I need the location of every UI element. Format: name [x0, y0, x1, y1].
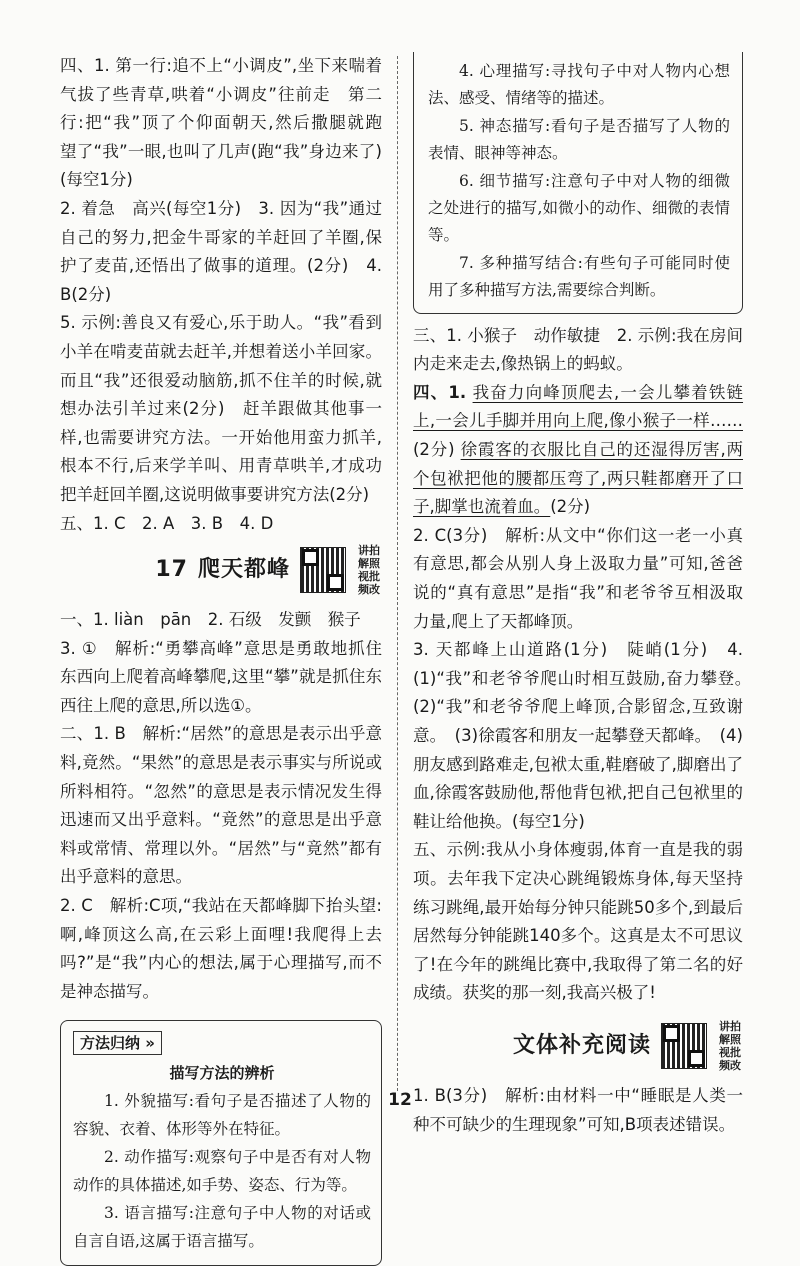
answer-para: 五、示例:我从小身体瘦弱,体育一直是我的弱项。去年我下定决心跳绳锻炼身体,每天坚持练习跳绳,最开始每分钟只能跳50多个,到最后居然每分钟能跳140多个。这真是太不可思议了!在今年的跳绳比赛中,我取得了第二名的好成绩。获奖的那一刻,我高兴极了! [413, 840, 743, 1003]
method-item: 6. 细节描写:注意句子中对人物的细微之处进行的描写,如微小的动作、细微的表情等。 [428, 171, 730, 245]
answer-para: 1. B(3分) 解析:由材料一中“睡眠是人类一种不可缺少的生理现象”可知,B项表述错误。 [413, 1085, 743, 1134]
answer-head: 四、1. [413, 382, 467, 402]
answer-para: 二、1. B 解析:“居然”的意思是表示出乎意料,竟然。“果然”的意思是表示事实与所说或所料相符。“忽然”的意思是表示情况发生得迅速而又出乎意料。“竟然”的意思是出乎意料或常情、常理以外。“居然”与“竟然”都有出乎意料的意思。 [60, 724, 382, 887]
method-item: 4. 心理描写:寻找句子中对人物内心想法、感受、情绪等的描述。 [428, 62, 730, 108]
answer-para: 3. 天都峰上山道路(1分) 陡峭(1分) 4. (1)“我”和老爷爷爬山时相互鼓励,奋力攀登。 (2)“我”和老爷爷爬上峰顶,合影留念,互致谢意。 (3)徐霞客和朋友一起攀登天都峰。 (4)朋友感到路难走,包袱太重,鞋磨破了,脚磨出了血,徐霞客鼓励他,帮他背包袱,把自己包袱里的鞋让给他换。(每空1分) [413, 640, 760, 831]
answer-para: 3. ① 解析:“勇攀高峰”意思是勇敢地抓住东西向上爬着高峰攀爬,这里“攀”就是抓住东西往上爬的意思,所以选①。 [60, 638, 382, 715]
underlined-sentence: 徐霞客的衣服比自己的还湿得厉害,两个包袱把他的腰都压弯了,两只鞋都磨开了口子,脚掌也流着血。 [413, 440, 744, 517]
underlined-sentence: 我奋力向峰顶爬去,一会儿攀着铁链上,一会儿手脚并用向上爬,像小猴子一样…… [413, 382, 744, 431]
answer-para: 5. 示例:善良又有爱心,乐于助人。“我”看到小羊在啃麦苗就去赶羊,并想着送小羊回家。而且“我”还很爱动脑筋,抓不住羊的时候,就想办法引羊过来(2分) 赶羊跟做其他事一样,也需要讲究方法。一开始他用蛮力抓羊,根本不行,后来学羊叫、用青草哄羊,才成功把羊赶回羊圈,这说明做事要讲究方法(2分) [60, 313, 382, 504]
page-number: 12 [388, 1090, 412, 1110]
lesson-number: 17 [155, 556, 188, 582]
column-divider [397, 56, 398, 1091]
method-continued-box [413, 52, 743, 314]
section-title: 文体补充阅读 [512, 1032, 651, 1058]
score: (2分) [413, 440, 455, 460]
answer-para: 一、1. liàn pān 2. 石级 发颤 猴子 [60, 610, 361, 630]
section-heading [413, 1020, 743, 1072]
answer-para: 三、1. 小猴子 动作敏捷 2. 示例:我在房间内走来走去,像热锅上的蚂蚁。 [413, 325, 743, 374]
method-item: 1. 外貌描写:看句子是否描述了人物的容貌、衣着、体形等外在特征。 [73, 1092, 371, 1139]
answer-para: 四、1. 第一行:追不上“小调皮”,坐下来喘着气拔了些青草,哄着“小调皮”往前走 第二行:把“我”顶了个仰面朝天,然后撒腿就跑 望了“我”一眼,也叫了几声(跑“我”身边来了)(每空1分) [60, 56, 399, 190]
method-summary-box [60, 1020, 382, 1266]
method-item: 2. 动作描写:观察句子中是否有对人物动作的具体描述,如手势、姿态、行为等。 [73, 1148, 371, 1195]
answer-para: 2. 着急 高兴(每空1分) 3. 因为“我”通过自己的努力,把金牛哥家的羊赶回了羊圈,保护了麦苗,还悟出了做事的道理。(2分) 4. B(2分) [60, 198, 382, 304]
qr-tag: 讲拍解照视批频改 [719, 1019, 741, 1072]
answer-para [413, 379, 743, 522]
method-item: 7. 多种描写结合:有些句子可能同时使用了多种描写方法,需要综合判断。 [428, 253, 730, 300]
left-column [60, 52, 399, 1266]
lesson-title: 爬天都峰 [197, 556, 290, 582]
qr-tag: 讲拍解照视批频改 [358, 544, 380, 597]
answer-para: 2. C 解析:C项,“我站在天都峰脚下抬头望:啊,峰顶这么高,在云彩上面哩!我爬得上去吗?”是“我”内心的想法,属于心理描写,而不是神态描写。 [60, 896, 382, 1001]
qr-code-icon[interactable] [300, 547, 346, 593]
method-item: 5. 神态描写:看句子是否描写了人物的表情、眼神等神态。 [428, 116, 730, 163]
score: (2分) [550, 497, 591, 517]
answer-para: 2. C(3分) 解析:从文中“你们这一老一小真有意思,都会从别人身上汲取力量”可知,爸爸说的“真有意思”是指“我”和老爷爷互相汲取力量,爬上了天都峰顶。 [413, 525, 743, 631]
method-item: 3. 语言描写:注意句子中人物的对话或自言自语,这属于语言描写。 [73, 1204, 371, 1251]
right-column [413, 52, 760, 1139]
answer-para: 五、1. C 2. A 3. B 4. D [60, 513, 274, 533]
qr-code-icon[interactable] [661, 1023, 707, 1069]
lesson-heading [60, 544, 382, 596]
method-label: 方法归纳 » [73, 1031, 162, 1055]
method-title: 描写方法的辨析 [169, 1064, 275, 1083]
